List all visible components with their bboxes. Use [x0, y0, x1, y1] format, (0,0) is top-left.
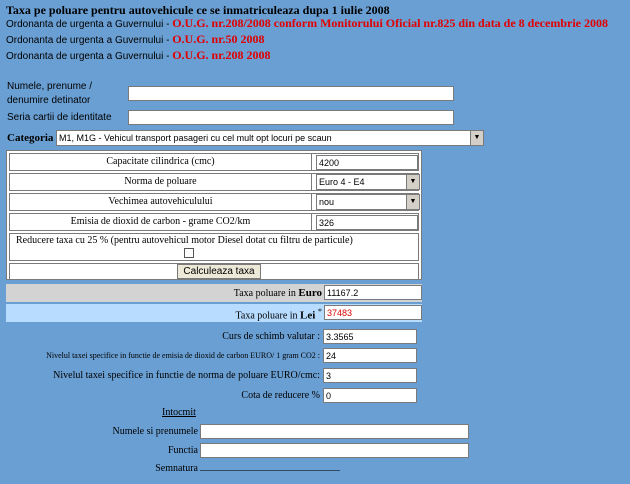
owner-name-label-line1: Numele, prenume /: [7, 81, 93, 92]
reduction-checkbox[interactable]: [184, 248, 194, 258]
norm-level-label: Nivelul taxei specifice in functie de norma de poluare EURO/cmc:: [53, 370, 320, 381]
category-select[interactable]: [56, 130, 484, 146]
ordinance-label: Ordonanta de urgenta a Guvernului -: [6, 35, 173, 46]
ordinance-line-1: [6, 16, 608, 31]
ordinance-ref-link[interactable]: O.U.G. nr.208 2008: [172, 48, 271, 62]
prepared-by-heading: Intocmit: [162, 407, 196, 418]
age-row: [9, 193, 419, 211]
page-title: Taxa pe poluare pentru autovehicule ce se inmatriculeaza dupa 1 iulie 2008: [6, 3, 390, 17]
ordinance-label: Ordonanta de urgenta a Guvernului -: [6, 19, 173, 30]
lei-marker: *: [317, 307, 322, 316]
chevron-down-icon: ▼: [406, 175, 419, 189]
co2-input[interactable]: [316, 215, 418, 230]
co2-level-label: Nivelul taxei specifice in functie de emisia de dioxid de carbon EURO/ 1 gram CO2 :: [46, 351, 320, 360]
lei-tax-output[interactable]: [324, 305, 422, 320]
lei-tax-label: [235, 307, 322, 321]
capacity-input[interactable]: [316, 155, 418, 170]
ordinance-label: Ordonanta de urgenta a Guvernului -: [6, 51, 173, 62]
exchange-rate-output[interactable]: [323, 329, 417, 344]
norm-label: Norma de poluare: [10, 174, 312, 190]
signer-name-input[interactable]: [200, 424, 469, 439]
calculation-table: [6, 150, 422, 280]
euro-band: [6, 284, 422, 302]
euro-tax-label: [234, 287, 322, 299]
exchange-rate-label: Curs de schimb valutar :: [222, 331, 320, 342]
category-label: Categoria: [7, 132, 54, 144]
ordinance-ref-link[interactable]: O.U.G. nr.50 2008: [172, 32, 265, 46]
reduction-quota-label: Cota de reducere %: [241, 390, 320, 401]
reduction-quota-output[interactable]: [323, 388, 417, 403]
capacity-label: Capacitate cilindrica (cmc): [10, 154, 312, 170]
age-label: Vechimea autovehiculului: [10, 194, 312, 210]
euro-tax-label-text: Taxa poluare in: [233, 288, 299, 299]
ordinance-line-2: [6, 32, 264, 47]
signer-role-label: Functia: [168, 445, 198, 456]
euro-tax-output[interactable]: [324, 285, 422, 300]
calculate-button[interactable]: Calculeaza taxa: [177, 264, 261, 279]
reduction-row: [9, 233, 419, 261]
co2-row: [9, 213, 419, 231]
calculate-row: [9, 263, 419, 279]
chevron-down-icon: ▼: [470, 131, 483, 145]
signature-label: Semnatura: [155, 463, 198, 474]
signature-line: ____________________________: [200, 461, 340, 472]
lei-tax-label-text: Taxa poluare in: [235, 310, 301, 322]
id-series-input[interactable]: [128, 110, 454, 125]
norm-level-output[interactable]: [323, 368, 417, 383]
lei-band: [6, 304, 422, 322]
capacity-row: [9, 153, 419, 171]
category-selected: M1, M1G - Vehicul transport pasageri cu cel mult opt locuri pe scaun: [59, 133, 332, 143]
signer-name-label: Numele si prenumele: [112, 426, 198, 437]
signer-role-input[interactable]: [200, 443, 469, 458]
age-selected: nou: [319, 197, 335, 207]
norm-selected: Euro 4 - E4: [319, 177, 365, 187]
ordinance-line-3: [6, 48, 270, 63]
norm-select[interactable]: [316, 174, 420, 190]
reduction-label: Reducere taxa cu 25 % (pentru autovehicul motor Diesel dotat cu filtru de particule): [16, 235, 353, 246]
lei-unit: Lei: [300, 309, 316, 322]
owner-name-input[interactable]: [128, 86, 454, 101]
norm-row: [9, 173, 419, 191]
euro-unit: Euro: [298, 287, 322, 299]
ordinance-ref-link[interactable]: O.U.G. nr.208/2008 conform Monitorului Oficial nr.825 din data de 8 decembrie 2008: [172, 16, 608, 30]
id-series-label: Seria cartii de identitate: [7, 112, 112, 123]
co2-level-output[interactable]: [323, 348, 417, 363]
age-select[interactable]: [316, 194, 420, 210]
owner-name-label-line2: denumire detinator: [7, 95, 91, 106]
co2-label: Emisia de dioxid de carbon - grame CO2/km: [10, 214, 312, 230]
chevron-down-icon: ▼: [406, 195, 419, 209]
